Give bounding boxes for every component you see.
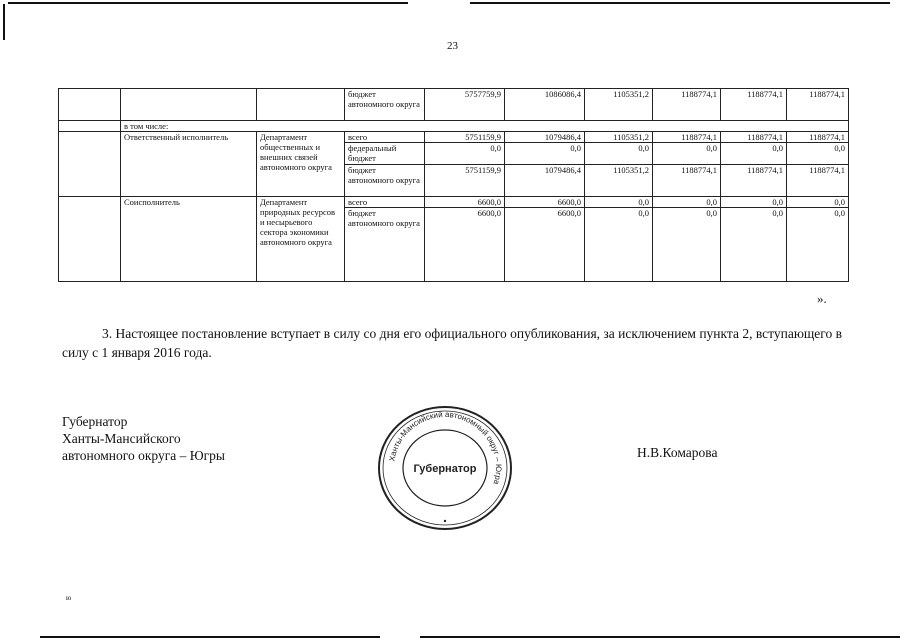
table-cell: 0,0 [653, 143, 721, 165]
table-cell: 1188774,1 [653, 132, 721, 143]
table-cell: 6600,0 [425, 208, 505, 282]
seal-ring-text: Ханты-Мансийский автономный округ – Югра [387, 409, 504, 486]
table-cell [59, 132, 121, 197]
seal-graphic [376, 404, 514, 532]
seal-center-text: Губернатор [413, 463, 477, 475]
scan-border-left [3, 4, 5, 40]
table-cell: 1188774,1 [653, 165, 721, 197]
scan-border-bottom [40, 636, 380, 638]
table-cell: 1079486,4 [505, 165, 585, 197]
table-cell: 5751159,9 [425, 132, 505, 143]
table-cell: федеральный бюджет [345, 143, 425, 165]
table-cell: 5751159,9 [425, 165, 505, 197]
table-cell: 0,0 [585, 143, 653, 165]
signer-title-line: Ханты-Мансийского [62, 431, 181, 446]
official-seal [376, 404, 514, 532]
table-cell: 0,0 [787, 143, 849, 165]
table-cell: 1105351,2 [585, 165, 653, 197]
decree-paragraph: 3. Настоящее постановление вступает в силу со дня его официального опубликования, за исключением пункта 2, вступающего в силу с 1 января 2016 года. [62, 326, 842, 360]
table-cell: 6600,0 [425, 197, 505, 208]
responsible-department: Департамент общественных и внешних связей автономного округа [257, 132, 345, 197]
table-cell: 0,0 [585, 197, 653, 208]
table-cell [59, 121, 121, 132]
table-cell: 0,0 [721, 197, 787, 208]
coexecutor-role: Соисполнитель [121, 197, 257, 282]
scan-border-top [470, 2, 890, 4]
table-cell: 1188774,1 [721, 89, 787, 121]
table-cell: 0,0 [653, 208, 721, 282]
coexecutor-department: Департамент природных ресурсов и несырьевого сектора экономики автономного округа [257, 197, 345, 282]
table-cell: всего [345, 197, 425, 208]
table-row [59, 197, 849, 208]
page-number: 23 [447, 40, 458, 52]
table-cell: 0,0 [425, 143, 505, 165]
table-cell: 6600,0 [505, 208, 585, 282]
table-cell: 0,0 [505, 143, 585, 165]
table-cell: бюджет автономного округа [345, 208, 425, 282]
table-cell: 6600,0 [505, 197, 585, 208]
budget-table [58, 88, 849, 282]
closing-quote: ». [817, 291, 827, 306]
table-cell: 0,0 [787, 197, 849, 208]
table-cell: 1188774,1 [787, 132, 849, 143]
table-cell: бюджет автономного округа [345, 165, 425, 197]
signer-title-line: автономного округа – Югры [62, 448, 225, 463]
table-cell: 1188774,1 [721, 165, 787, 197]
signer-title-line: Губернатор [62, 414, 128, 429]
responsible-role: Ответственный исполнитель [121, 132, 257, 197]
table-cell [59, 89, 121, 121]
table-cell [257, 89, 345, 121]
table-cell: 1188774,1 [721, 132, 787, 143]
table-cell: 0,0 [721, 143, 787, 165]
table-cell [121, 89, 257, 121]
table-cell: 0,0 [585, 208, 653, 282]
signer-name: Н.В.Комарова [637, 445, 718, 460]
table-cell: 1105351,2 [585, 89, 653, 121]
table-row [59, 89, 849, 121]
table-cell: бюджет автономного округа [345, 89, 425, 121]
table-cell [59, 197, 121, 282]
table-cell: 0,0 [653, 197, 721, 208]
table-cell: 1188774,1 [787, 165, 849, 197]
table-cell: 1188774,1 [653, 89, 721, 121]
table-cell: всего [345, 132, 425, 143]
scan-border-bottom [420, 636, 900, 638]
table-cell: 1086086,4 [505, 89, 585, 121]
table-cell: 0,0 [787, 208, 849, 282]
signer-title [62, 413, 225, 464]
table-row [59, 132, 849, 143]
table-cell: 1188774,1 [787, 89, 849, 121]
table-cell: 1105351,2 [585, 132, 653, 143]
including-label: в том числе: [121, 121, 849, 132]
table-cell: 0,0 [721, 208, 787, 282]
footer-mark: ю [66, 594, 72, 602]
table-row [59, 121, 849, 132]
scan-border-top [8, 2, 408, 4]
table-cell: 1079486,4 [505, 132, 585, 143]
table-cell: 5757759,9 [425, 89, 505, 121]
